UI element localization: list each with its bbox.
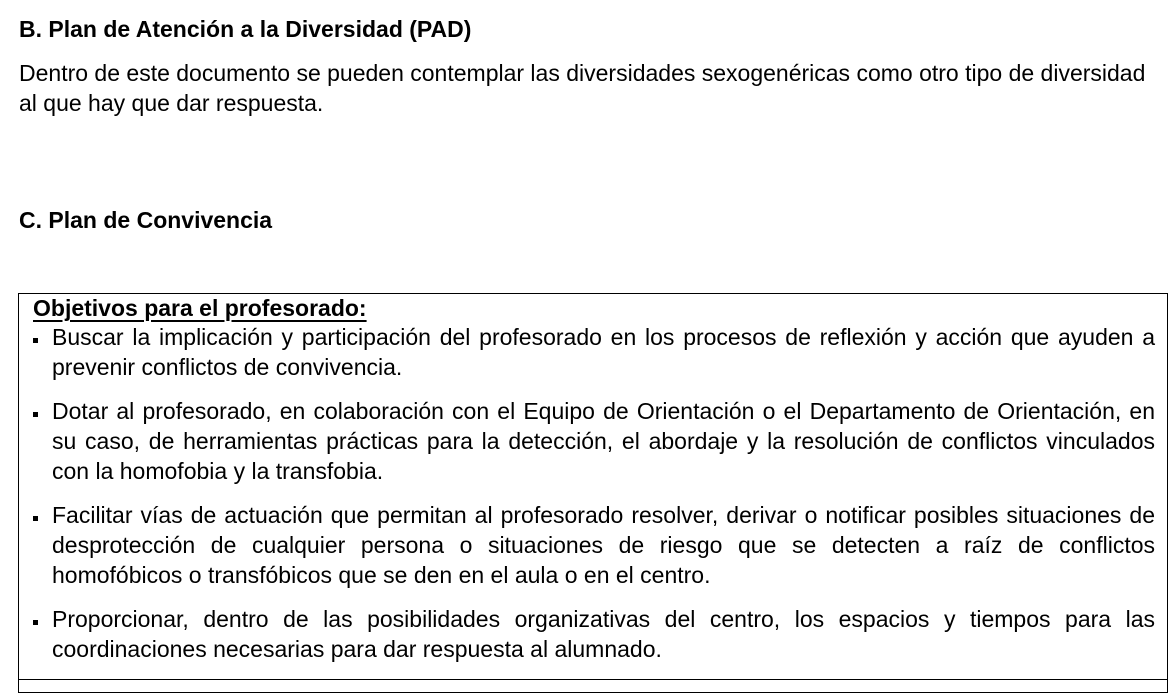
objective-item xyxy=(19,322,1155,382)
objective-text: Dotar al profesorado, en colaboración con el Equipo de Orientación o el Departamento de Orientación, en su caso, de herramientas prácticas para la detección, el abordaje y la resolución de conflictos vinculados con la homofobia y la transfobia. xyxy=(52,398,1155,484)
objectives-table xyxy=(18,293,1168,693)
section-b-heading: B. Plan de Atención a la Diversidad (PAD) xyxy=(19,16,472,42)
objective-item xyxy=(19,500,1155,590)
objective-text: Buscar la implicación y participación del profesorado en los procesos de reflexión y acción que ayuden a prevenir conflictos de convivencia. xyxy=(52,324,1155,380)
objective-text: Proporcionar, dentro de las posibilidades organizativas del centro, los espacios y tiempos para las coordinaciones necesarias para dar respuesta al alumnado. xyxy=(52,606,1155,662)
section-b-body: Dentro de este documento se pueden contemplar las diversidades sexogenéricas como otro tipo de diversidad al que hay que dar respuesta. xyxy=(19,60,1146,116)
square-bullet-icon xyxy=(33,338,38,343)
section-c-heading: C. Plan de Convivencia xyxy=(19,207,273,233)
objectives-list xyxy=(19,322,1155,678)
table-row-divider xyxy=(19,679,1167,680)
objective-item xyxy=(19,396,1155,486)
square-bullet-icon xyxy=(33,412,38,417)
square-bullet-icon xyxy=(33,516,38,521)
objective-item xyxy=(19,604,1155,664)
objectives-title: Objetivos para el profesorado: xyxy=(33,295,367,321)
objective-text: Facilitar vías de actuación que permitan al profesorado resolver, derivar o notificar posibles situaciones de desprotección de cualquier persona o situaciones de riesgo que se detecten a raíz de conflictos homofóbicos o transfóbicos que se den en el aula o en el centro. xyxy=(52,502,1155,588)
square-bullet-icon xyxy=(33,620,38,625)
